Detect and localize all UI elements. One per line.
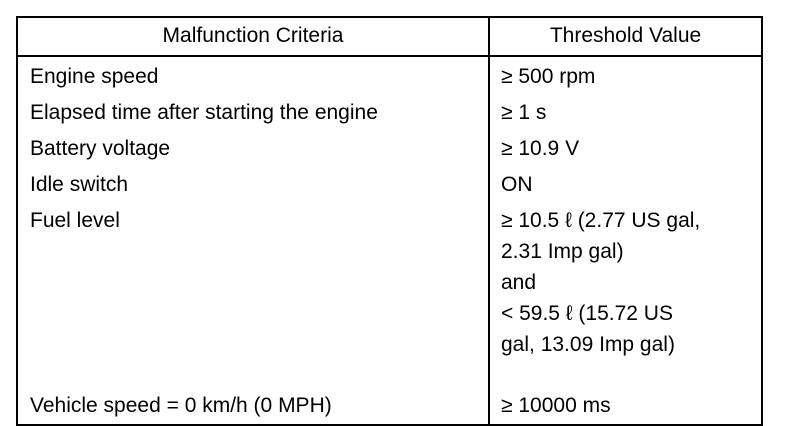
header-threshold-value: Threshold Value bbox=[549, 24, 702, 47]
table-body bbox=[18, 57, 761, 424]
value-engine-speed: ≥ 500 rpm bbox=[501, 65, 596, 88]
header-malfunction-criteria: Malfunction Criteria bbox=[18, 18, 490, 55]
fuel-line-1: ≥ 10.5 ℓ (2.77 US gal, bbox=[501, 209, 701, 232]
fuel-line-3: and bbox=[501, 271, 537, 294]
fuel-line-2: 2.31 Imp gal) bbox=[501, 240, 624, 263]
fuel-line-5: gal, 13.09 Imp gal) bbox=[501, 333, 675, 356]
criteria-elapsed-time: Elapsed time after starting the engine bbox=[30, 101, 378, 124]
criteria-idle-switch: Idle switch bbox=[30, 173, 129, 196]
value-battery-voltage: ≥ 10.9 V bbox=[501, 137, 580, 160]
value-elapsed-time: ≥ 1 s bbox=[501, 101, 547, 124]
fuel-line-4: < 59.5 ℓ (15.72 US bbox=[501, 302, 673, 325]
criteria-fuel-level: Fuel level bbox=[30, 209, 120, 232]
criteria-column bbox=[18, 57, 490, 424]
criteria-battery-voltage: Battery voltage bbox=[30, 137, 171, 160]
criteria-table bbox=[16, 16, 763, 426]
threshold-column bbox=[490, 57, 761, 424]
table-header bbox=[18, 18, 761, 57]
criteria-vehicle-speed: Vehicle speed = 0 km/h (0 MPH) bbox=[30, 394, 332, 417]
criteria-engine-speed: Engine speed bbox=[30, 65, 159, 88]
value-vehicle-speed: ≥ 10000 ms bbox=[501, 394, 611, 417]
value-fuel-level bbox=[490, 203, 761, 388]
value-idle-switch: ON bbox=[501, 173, 533, 196]
